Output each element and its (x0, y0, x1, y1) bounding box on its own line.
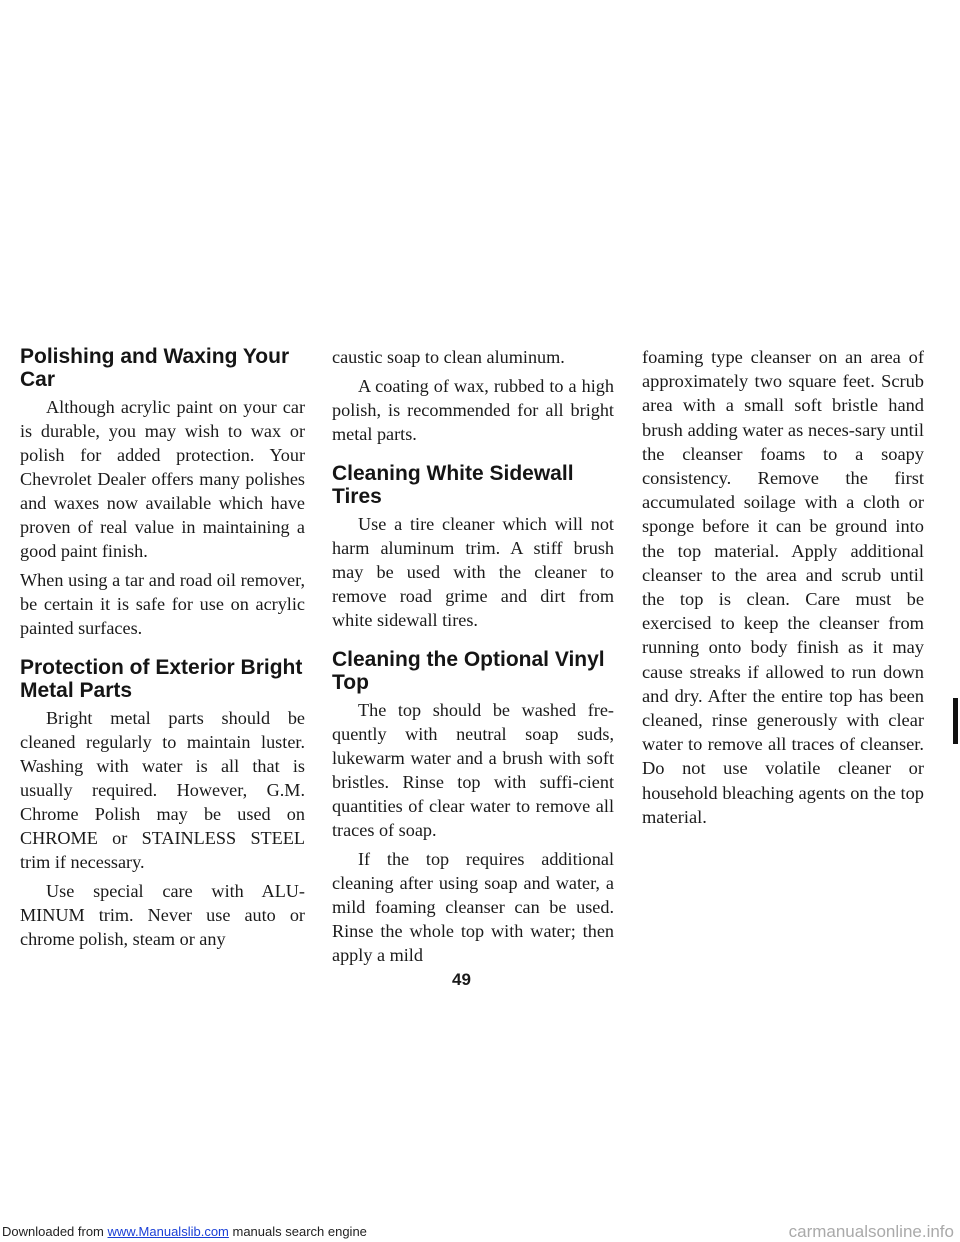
section-heading-polishing: Polishing and Waxing Your Car (20, 345, 290, 391)
margin-mark (953, 698, 958, 744)
download-notice (2, 1222, 367, 1242)
download-notice-suffix: manuals search engine (228, 1224, 367, 1239)
section-heading-protection: Protection of Exterior Bright Metal Parts (20, 656, 303, 702)
manualslib-link[interactable]: www.Manualslib.com (107, 1224, 229, 1239)
paragraph: caustic soap to clean aluminum. (332, 347, 565, 367)
page-number: 49 (452, 970, 471, 989)
paragraph: If the top requires additional cleaning after using soap and water, a mild foaming cleanser can be used. Rinse the whole top with water; then apply a mild (332, 849, 614, 965)
footer (0, 1222, 960, 1242)
watermark-text: carmanualsonline.info (788, 1222, 954, 1241)
paragraph: Bright metal parts should be cleaned regularly to maintain luster. Washing with water is all that is usually required. However, G.M. Chrome Polish may be used on CHROME or STAINLESS STEEL trim if necessary. (20, 708, 305, 872)
paragraph: Use a tire cleaner which will not harm aluminum trim. A stiff brush may be used with the cleaner to remove road grime and dirt from white sidewall tires. (332, 514, 614, 630)
paragraph: Use special care with ALU-MINUM trim. Never use auto or chrome polish, steam or any (20, 881, 305, 949)
left-column (20, 345, 305, 951)
paragraph: A coating of wax, rubbed to a high polish, is recommended for all bright metal parts. (332, 376, 614, 444)
paragraph: foaming type cleanser on an area of approximately two square feet. Scrub area with a small soft bristle hand brush adding water as neces-sary until the cleanser foams to a soapy consistency. Remove the first accumulated soilage with a cloth or sponge before it can be ground into the top material. Apply additional cleanser to the area and scrub until the top is clean. Care must be exercised to keep the cleanser from running onto body finish as it may cause streaks if allowed to run down and dry. After the entire top has been cleaned, rinse generously with clear water to remove all traces of cleanser. Do not use volatile cleaner or household bleaching agents on the top material. (642, 347, 924, 827)
paragraph: Although acrylic paint on your car is durable, you may wish to wax or polish for added protection. Your Chevrolet Dealer offers many polishes and waxes now available which have proven of real value in maintaining a good paint finish. (20, 397, 305, 561)
download-notice-prefix: Downloaded from (2, 1224, 108, 1239)
middle-column (332, 345, 614, 967)
section-heading-vinyl-top: Cleaning the Optional Vinyl Top (332, 648, 605, 694)
paragraph: When using a tar and road oil remover, be certain it is safe for use on acrylic painted surfaces. (20, 570, 305, 638)
right-column (642, 345, 924, 829)
section-heading-sidewall: Cleaning White Sidewall Tires (332, 462, 574, 508)
paragraph: The top should be washed fre-quently with neutral soap suds, lukewarm water and a brush with soft bristles. Rinse top with suffi-cient quantities of clear water to remove all traces of soap. (332, 700, 614, 840)
